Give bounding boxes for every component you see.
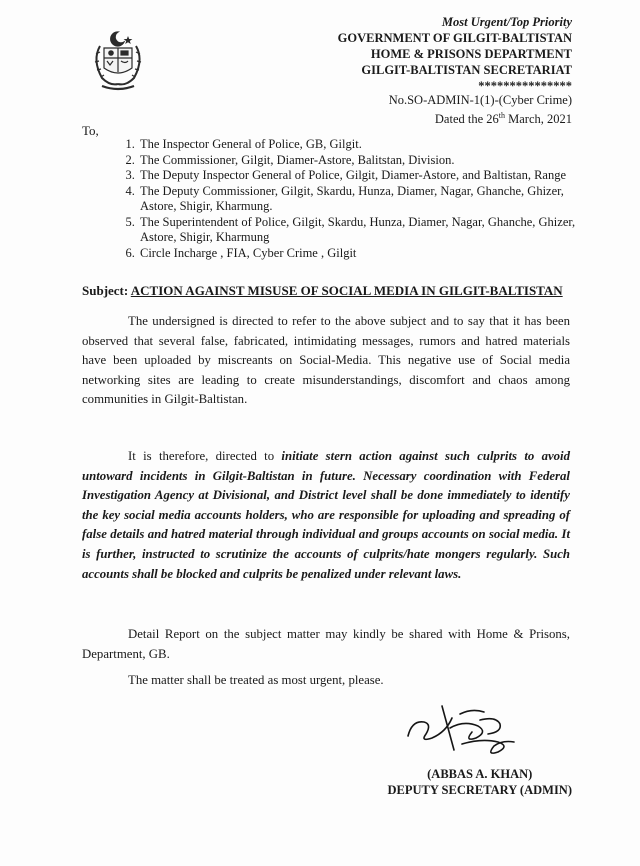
reference-number: No.SO-ADMIN-1(1)-(Cyber Crime) bbox=[388, 93, 572, 107]
signatory-name: (ABBAS A. KHAN) bbox=[427, 767, 533, 781]
recipient-item: 3. The Deputy Inspector General of Police, Gilgit, Diamer-Astore, and Baltistan, Range bbox=[138, 168, 588, 184]
signatory-block bbox=[387, 766, 572, 798]
reference-date: Dated the 26th March, 2021 bbox=[434, 111, 572, 127]
directive-emphasis: initiate stern action against such culprits to avoid untoward incidents in Gilgit-Baltistan in future. Necessary coordination with Federal Investigation Agency at Divisional, and District level shall be done immediately to identify the key social media accounts holders, who are responsible for uploading and spreading of false details and hatred material through individual and groups accounts on social media. It is further, instructed to scrutinize the accounts of culprits/hate mongers regularly. Such accounts shall be blocked and culprits be penalized under relevant laws. bbox=[82, 449, 571, 581]
paragraph-observation: The undersigned is directed to refer to the above subject and to say that it has been observed that several false, fabricated, intimidating messages, rumors and hatred materials have been uploaded by miscreants on Social-Media. This negative use of Social media networking sites are leading to create misunderstandings, discomfort and chaos among communities in Gilgit-Baltistan. bbox=[82, 314, 570, 407]
recipient-item: 1. The Inspector General of Police, GB, Gilgit. bbox=[138, 137, 588, 153]
to-label: To, bbox=[82, 123, 99, 138]
handwritten-signature bbox=[402, 698, 552, 760]
recipient-item: 6. Circle Incharge , FIA, Cyber Crime , Gilgit bbox=[138, 246, 588, 262]
subject-line bbox=[82, 283, 563, 299]
letterhead-department: HOME & PRISONS DEPARTMENT bbox=[370, 47, 572, 61]
signatory-title: DEPUTY SECRETARY (ADMIN) bbox=[387, 783, 572, 797]
reference-block bbox=[389, 93, 572, 127]
letterhead-secretariat: GILGIT-BALTISTAN SECRETARIAT bbox=[361, 63, 572, 77]
paragraph-report: Detail Report on the subject matter may kindly be shared with Home & Prisons, Department, GB. bbox=[82, 627, 570, 661]
recipient-item: 5. The Superintendent of Police, Gilgit, Skardu, Hunza, Diamer, Nagar, Ghanche, Ghizer, Astore, Shigir, Kharmung bbox=[138, 215, 588, 246]
letterhead bbox=[338, 14, 572, 94]
paragraph-directive bbox=[82, 447, 570, 584]
subject-text: ACTION AGAINST MISUSE OF SOCIAL MEDIA IN GILGIT-BALTISTAN bbox=[130, 283, 563, 298]
recipient-item: 2. The Commissioner, Gilgit, Diamer-Astore, Balitstan, Division. bbox=[138, 153, 588, 169]
directive-lead: It is therefore, directed to bbox=[128, 449, 282, 463]
letterhead-government: GOVERNMENT OF GILGIT-BALTISTAN bbox=[337, 31, 572, 45]
paragraph-urgency: The matter shall be treated as most urgent, please. bbox=[128, 673, 384, 687]
recipient-item: 4. The Deputy Commissioner, Gilgit, Skardu, Hunza, Diamer, Nagar, Ghanche, Ghizer, Astore, Shigir, Kharmung. bbox=[138, 184, 588, 215]
letterhead-stars: *************** bbox=[478, 79, 572, 93]
subject-label: Subject: bbox=[82, 283, 129, 298]
priority-label: Most Urgent/Top Priority bbox=[441, 15, 572, 29]
recipient-list bbox=[118, 137, 588, 261]
government-emblem-icon bbox=[88, 30, 148, 94]
